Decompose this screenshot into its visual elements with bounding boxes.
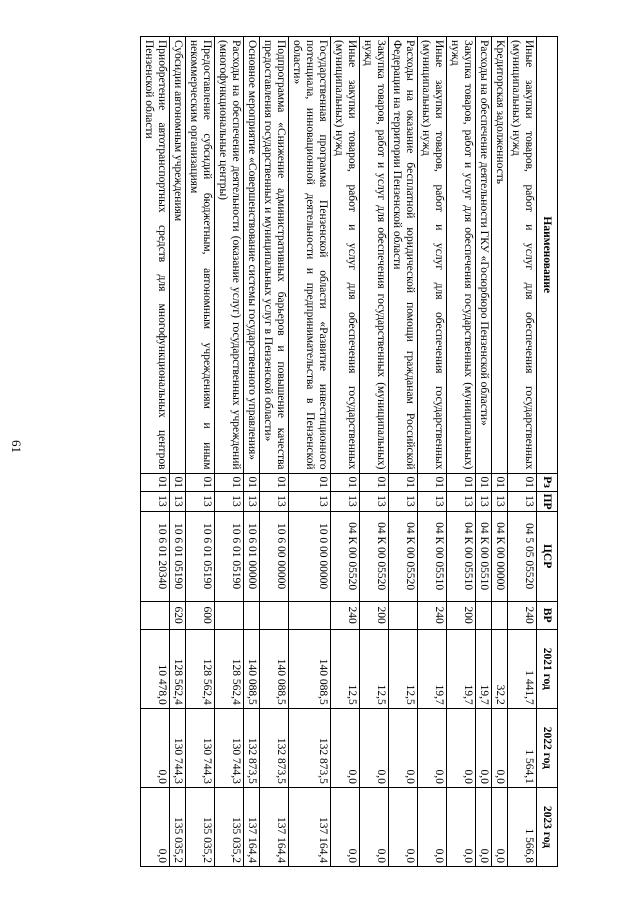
cell-csr: 10 6 01 05190 — [186, 511, 215, 601]
table-row — [508, 37, 537, 867]
table-row — [331, 37, 360, 867]
table-row — [141, 37, 170, 867]
cell-2021: 12,5 — [360, 629, 389, 708]
cell-2022: 0,0 — [418, 708, 447, 787]
table-row — [260, 37, 289, 867]
table-row — [447, 37, 476, 867]
cell-csr: 04 К 00 00000 — [492, 511, 508, 601]
cell-2023: 137 164,4 — [260, 787, 289, 866]
cell-name: Иные закупки товаров, работ и услуг для обеспечения государственных (муниципальных) нужд — [418, 37, 447, 474]
cell-2022: 0,0 — [141, 708, 170, 787]
cell-2021: 19,7 — [447, 629, 476, 708]
cell-2022: 132 873,5 — [244, 708, 260, 787]
cell-2023: 0,0 — [360, 787, 389, 866]
cell-pr: 13 — [215, 491, 244, 511]
cell-2023: 0,0 — [447, 787, 476, 866]
header-name: Наименование — [537, 37, 558, 474]
cell-name: Иные закупки товаров, работ и услуг для обеспечения государственных (муниципальных) нужд — [331, 37, 360, 474]
cell-name: Иные закупки товаров, работ и услуг для обеспечения государственных (муниципальных) нужд — [508, 37, 537, 474]
cell-csr: 04 К 00 05510 — [476, 511, 492, 601]
table-row — [389, 37, 418, 867]
table-row — [289, 37, 331, 867]
cell-2022: 0,0 — [492, 708, 508, 787]
cell-rz: 01 — [476, 473, 492, 491]
cell-2021: 128 562,4 — [186, 629, 215, 708]
cell-2021: 1 441,7 — [508, 629, 537, 708]
cell-2023: 135 035,2 — [186, 787, 215, 866]
cell-csr: 10 6 00 00000 — [260, 511, 289, 601]
cell-name: Государственная программа Пензенской области «Развитие инвестиционного потенциала, инновационной деятельности и предпринимательства в Пензенской области» — [289, 37, 331, 474]
header-2023: 2023 год — [537, 787, 558, 866]
cell-csr: 04 К 00 05510 — [447, 511, 476, 601]
cell-vr — [389, 601, 418, 629]
cell-2023: 0,0 — [492, 787, 508, 866]
table-row — [170, 37, 186, 867]
cell-2021: 128 562,4 — [170, 629, 186, 708]
cell-name: Расходы на обеспечение деятельности ГКУ «Госюрбюро Пензенской области» — [476, 37, 492, 474]
cell-2023: 0,0 — [141, 787, 170, 866]
cell-2022: 0,0 — [476, 708, 492, 787]
cell-csr: 10 6 01 00000 — [244, 511, 260, 601]
table-body — [141, 37, 537, 867]
cell-2023: 0,0 — [476, 787, 492, 866]
cell-rz: 01 — [389, 473, 418, 491]
cell-vr: 600 — [186, 601, 215, 629]
cell-vr — [141, 601, 170, 629]
header-csr: ЦСР — [537, 511, 558, 601]
table-row — [476, 37, 492, 867]
cell-name: Предоставление субсидий бюджетным, автономным учреждениям и иным некоммерческим организациям — [186, 37, 215, 474]
cell-2022: 130 744,3 — [215, 708, 244, 787]
cell-2023: 0,0 — [331, 787, 360, 866]
cell-pr: 13 — [476, 491, 492, 511]
cell-name: Основное мероприятие «Совершенствование системы государственного управления» — [244, 37, 260, 474]
cell-2022: 1 564,1 — [508, 708, 537, 787]
table-header-row — [537, 37, 558, 867]
cell-2022: 132 873,5 — [260, 708, 289, 787]
cell-pr: 13 — [260, 491, 289, 511]
table-row — [186, 37, 215, 867]
cell-rz: 01 — [289, 473, 331, 491]
cell-rz: 01 — [492, 473, 508, 491]
rotated-page-content — [60, 36, 558, 867]
cell-vr — [215, 601, 244, 629]
cell-2022: 0,0 — [360, 708, 389, 787]
cell-csr: 10 6 01 20340 — [141, 511, 170, 601]
cell-2022: 130 744,3 — [170, 708, 186, 787]
cell-pr: 13 — [447, 491, 476, 511]
cell-2021: 140 088,5 — [260, 629, 289, 708]
cell-2021: 19,7 — [418, 629, 447, 708]
cell-vr: 240 — [508, 601, 537, 629]
cell-2023: 0,0 — [389, 787, 418, 866]
cell-name: Подпрограмма «Снижение административных барьеров и повышение качества предоставления государственных и муниципальных услуг в Пензенской области» — [260, 37, 289, 474]
cell-2022: 0,0 — [447, 708, 476, 787]
cell-pr: 13 — [331, 491, 360, 511]
cell-pr: 13 — [360, 491, 389, 511]
cell-2023: 0,0 — [418, 787, 447, 866]
cell-rz: 01 — [447, 473, 476, 491]
cell-vr — [476, 601, 492, 629]
cell-vr — [244, 601, 260, 629]
cell-pr: 13 — [289, 491, 331, 511]
cell-rz: 01 — [141, 473, 170, 491]
cell-2021: 128 562,4 — [215, 629, 244, 708]
cell-2023: 137 164,4 — [244, 787, 260, 866]
cell-csr: 10 6 01 05190 — [170, 511, 186, 601]
cell-vr: 200 — [447, 601, 476, 629]
cell-2021: 140 088,5 — [289, 629, 331, 708]
table-row — [360, 37, 389, 867]
cell-pr: 13 — [418, 491, 447, 511]
cell-2022: 132 873,5 — [289, 708, 331, 787]
cell-csr: 04 К 00 05520 — [389, 511, 418, 601]
cell-csr: 04 К 00 05520 — [331, 511, 360, 601]
cell-2023: 137 164,4 — [289, 787, 331, 866]
cell-csr: 04 К 00 05520 — [360, 511, 389, 601]
cell-csr: 10 0 00 00000 — [289, 511, 331, 601]
cell-pr: 13 — [186, 491, 215, 511]
header-rz: Рз — [537, 473, 558, 491]
cell-2021: 12,5 — [331, 629, 360, 708]
cell-rz: 01 — [260, 473, 289, 491]
cell-2022: 0,0 — [331, 708, 360, 787]
cell-2023: 135 035,2 — [170, 787, 186, 866]
cell-vr: 240 — [418, 601, 447, 629]
table-row — [215, 37, 244, 867]
cell-rz: 01 — [170, 473, 186, 491]
cell-2022: 0,0 — [389, 708, 418, 787]
cell-2021: 32,2 — [492, 629, 508, 708]
cell-name: Субсидии автономным учреждениям — [170, 37, 186, 474]
cell-csr: 04 5 05 05520 — [508, 511, 537, 601]
cell-2023: 135 035,2 — [215, 787, 244, 866]
cell-csr: 04 К 00 05510 — [418, 511, 447, 601]
cell-pr: 13 — [389, 491, 418, 511]
cell-name: Закупка товаров, работ и услуг для обеспечения государственных (муниципальных) нужд — [447, 37, 476, 474]
cell-vr: 240 — [331, 601, 360, 629]
cell-rz: 01 — [186, 473, 215, 491]
cell-2023: 1 566,8 — [508, 787, 537, 866]
cell-pr: 13 — [244, 491, 260, 511]
table-row — [492, 37, 508, 867]
cell-2021: 10 478,0 — [141, 629, 170, 708]
cell-name: Закупка товаров, работ и услуг для обеспечения государственных (муниципальных) нужд — [360, 37, 389, 474]
cell-vr — [492, 601, 508, 629]
header-vr: ВР — [537, 601, 558, 629]
cell-vr: 200 — [360, 601, 389, 629]
cell-csr: 10 6 01 05190 — [215, 511, 244, 601]
budget-table — [140, 36, 558, 867]
cell-name: Расходы на оказание бесплатной юридической помощи гражданам Российской Федерации на территории Пензенской области — [389, 37, 418, 474]
cell-vr: 620 — [170, 601, 186, 629]
cell-rz: 01 — [215, 473, 244, 491]
cell-rz: 01 — [244, 473, 260, 491]
cell-name: Кредиторская задолженность — [492, 37, 508, 474]
cell-2021: 12,5 — [389, 629, 418, 708]
cell-pr: 13 — [492, 491, 508, 511]
cell-rz: 01 — [360, 473, 389, 491]
table-row — [418, 37, 447, 867]
cell-2021: 19,7 — [476, 629, 492, 708]
table-row — [244, 37, 260, 867]
cell-rz: 01 — [331, 473, 360, 491]
header-2022: 2022 год — [537, 708, 558, 787]
cell-rz: 01 — [418, 473, 447, 491]
cell-pr: 13 — [170, 491, 186, 511]
cell-vr — [289, 601, 331, 629]
cell-rz: 01 — [508, 473, 537, 491]
cell-pr: 13 — [508, 491, 537, 511]
cell-pr: 13 — [141, 491, 170, 511]
page-number: 61 — [9, 440, 24, 453]
cell-name: Расходы на обеспечение деятельности (оказание услуг) государственных учреждений (многофункциональные центры) — [215, 37, 244, 474]
header-2021: 2021 год — [537, 629, 558, 708]
cell-2022: 130 744,3 — [186, 708, 215, 787]
cell-name: Приобретение автотранспортных средств для многофункциональных центров Пензенской области — [141, 37, 170, 474]
header-pr: ПР — [537, 491, 558, 511]
cell-2021: 140 088,5 — [244, 629, 260, 708]
cell-vr — [260, 601, 289, 629]
